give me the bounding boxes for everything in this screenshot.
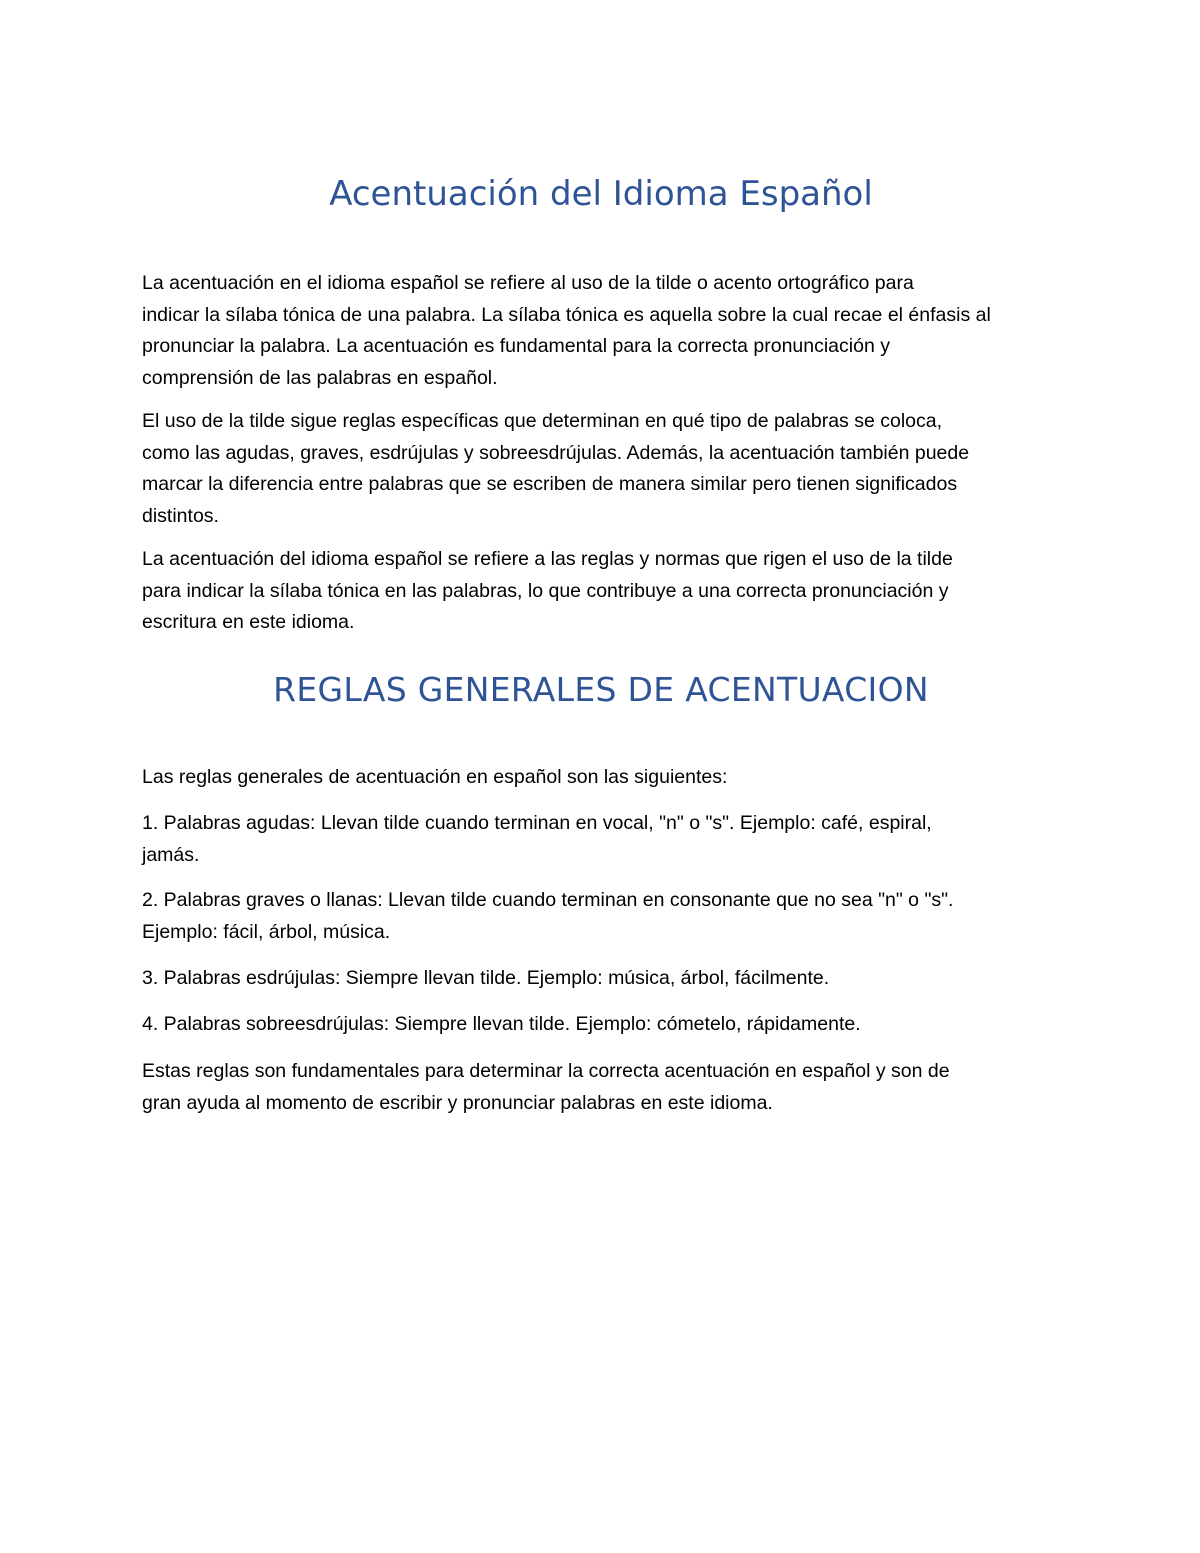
text-line: 1. Palabras agudas: Llevan tilde cuando terminan en vocal, "n" o "s". Ejemplo: café, espiral, [142,812,932,834]
text-line: pronunciar la palabra. La acentuación es fundamental para la correcta pronunciación y [142,335,890,357]
rule-item-2 [142,885,1060,948]
text-line: 4. Palabras sobreesdrújulas: Siempre llevan tilde. Ejemplo: cómetelo, rápidamente. [142,1013,861,1035]
text-line: Las reglas generales de acentuación en español son las siguientes: [142,766,728,788]
text-line: jamás. [142,843,200,866]
text-line: La acentuación del idioma español se refiere a las reglas y normas que rigen el uso de la tilde [142,548,953,570]
intro-paragraph-2 [142,406,1060,532]
text-line: gran ayuda al momento de escribir y pronunciar palabras en este idioma. [142,1091,773,1114]
intro-paragraph-1 [142,268,1060,394]
intro-paragraph-3 [142,544,1060,639]
text-line: El uso de la tilde sigue reglas específicas que determinan en qué tipo de palabras se coloca, [142,410,943,432]
text-line: La acentuación en el idioma español se refiere al uso de la tilde o acento ortográfico para [142,272,914,294]
text-line: 2. Palabras graves o llanas: Llevan tilde cuando terminan en consonante que no sea "n" o "s". [142,889,954,911]
text-line: comprensión de las palabras en español. [142,366,498,389]
rules-intro [142,762,1060,794]
text-line: para indicar la sílaba tónica en las palabras, lo que contribuye a una correcta pronunciación y [142,579,949,602]
document-page [142,0,1060,1553]
closing-paragraph [142,1056,1060,1119]
text-line: distintos. [142,504,219,527]
text-line: como las agudas, graves, esdrújulas y sobreesdrújulas. Además, la acentuación también puede [142,441,970,464]
rule-item-3 [142,963,1060,995]
rule-item-1 [142,808,1060,871]
text-line: escritura en este idioma. [142,611,355,633]
document-title: Acentuación del Idioma Español [329,174,873,214]
text-line: Ejemplo: fácil, árbol, música. [142,920,391,943]
text-line: 3. Palabras esdrújulas: Siempre llevan tilde. Ejemplo: música, árbol, fácilmente. [142,967,830,989]
section-heading: REGLAS GENERALES DE ACENTUACION [273,670,929,709]
text-line: indicar la sílaba tónica de una palabra. La sílaba tónica es aquella sobre la cual recae el énfasis al [142,303,991,326]
text-line: marcar la diferencia entre palabras que se escriben de manera similar pero tienen significados [142,473,958,495]
rule-item-4 [142,1009,1060,1041]
text-line: Estas reglas son fundamentales para determinar la correcta acentuación en español y son de [142,1060,950,1082]
